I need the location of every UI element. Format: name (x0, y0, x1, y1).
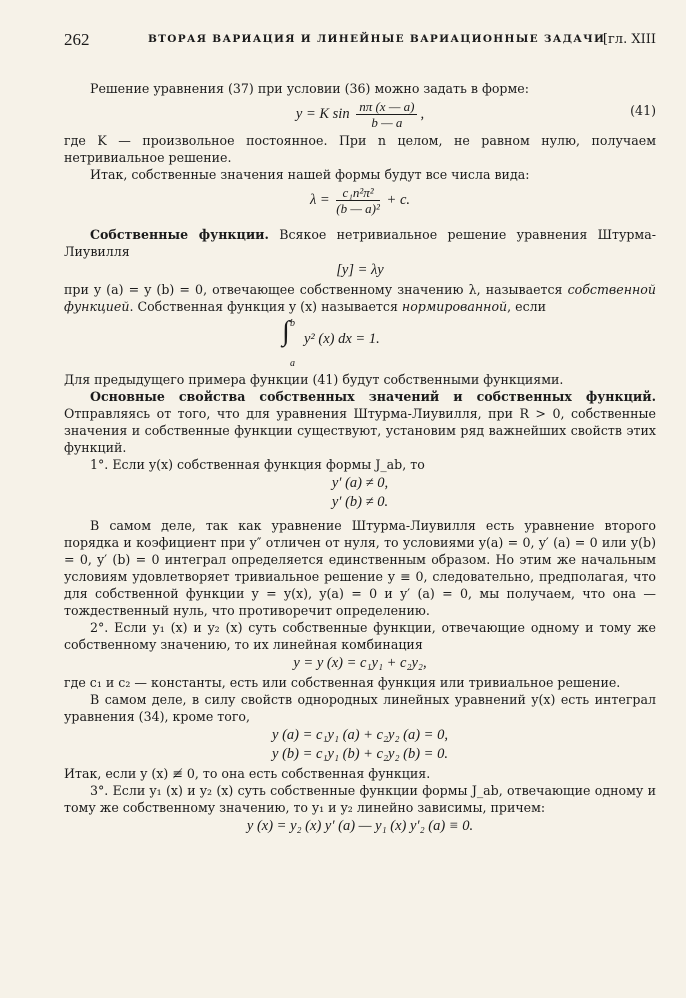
fraction (336, 185, 380, 216)
paragraph: где c₁ и c₂ — константы, есть или собственная функция или тривиальное решение. (64, 675, 621, 690)
formula-p1a: y′ (a) ≠ 0, (331, 475, 389, 491)
property-3: 3°. Если y₁ (x) и y₂ (x) суть собственные функции формы J_ab, отвечающие одному и тому же собственному значению, то y₁ и y₂ линейно зависимы, причем: (64, 783, 656, 815)
formula-comma: , (420, 105, 425, 122)
section-paragraph (64, 388, 656, 456)
integral-upper-limit: b (290, 318, 295, 329)
property-2: 2°. Если y₁ (x) и y₂ (x) суть собственные функции, отвечающие одному и тому же собственному значению, то их линейная комбинация (64, 620, 656, 652)
section-text: Отправляясь от того, что для уравнения Штурма-Лиувилля, при R > 0, собственные значения и собственные функции существуют, установим ряд важнейших свойств этих функций. (64, 406, 656, 455)
formula-p2a: y (a) = c₁y₁ (a) + c₂y₂ (a) = 0, (272, 727, 448, 743)
formula-lambda (64, 185, 656, 216)
running-header (64, 30, 656, 52)
formula-41 (64, 99, 656, 130)
running-title: ВТОРАЯ ВАРИАЦИЯ И ЛИНЕЙНЫЕ ВАРИАЦИОННЫЕ ЗАДАЧИ (148, 33, 606, 45)
paragraph: Итак, собственные значения нашей формы будут все числа вида: (90, 167, 530, 182)
section-paragraph (64, 226, 656, 260)
paragraph: В самом деле, так как уравнение Штурма-Лиувилля есть уравнение второго порядка и коэфициент при y″ отличен от нуля, то условиями y(a) = 0, y′ (a) = 0 или y(b) = 0, y′ (b) = 0 интеграл определяется единственным образом. Но этим же начальным условиям удовлетворяет тривиальное решение y ≡ 0, следовательно, предполагая, что для собственной функции y = y(x), y(a) = 0 и y′ (a) = 0, мы получаем, что она — тождественный нуль, что противоречит определению. (64, 518, 656, 618)
text-run: , если (507, 299, 547, 314)
formula-sturm-liouville: [y] = λy (336, 262, 384, 278)
formula-lhs: λ = (309, 191, 330, 208)
fraction (356, 99, 417, 130)
integral-body: y² (x) dx = 1. (304, 331, 380, 347)
paragraph: где K — произвольное постоянное. При n целом, не равном нулю, получаем нетривиальное решение. (64, 133, 656, 165)
chapter-label: [гл. XIII (602, 32, 656, 47)
fraction-denominator: b — a (371, 115, 403, 130)
formula-p2b: y (b) = c₁y₁ (b) + c₂y₂ (b) = 0. (272, 746, 448, 762)
fraction-numerator: c₁n²π² (336, 185, 380, 201)
formula-p3: y (x) = y₂ (x) y′ (a) — y₁ (x) y′₂ (a) ≡ 0. (246, 818, 474, 834)
equation-number: (41) (630, 103, 656, 118)
formula-lhs: y = K sin (295, 105, 350, 122)
paragraph: Итак, если y (x) ≢ 0, то она есть собственная функция. (64, 766, 431, 781)
term-eigenfunction: собственной функцией (64, 282, 656, 314)
formula-normalization (64, 317, 656, 369)
text-run: при y (a) = y (b) = 0, отвечающее собственному значению λ, называется (64, 282, 568, 297)
integral-sign: ∫ (282, 316, 290, 347)
page-number: 262 (64, 30, 90, 49)
section-heading: Основные свойства собственных значений и собственных функций. (90, 389, 656, 404)
integral-lower-limit: a (290, 358, 295, 369)
section-text: Всякое нетривиальное решение уравнения Штурма-Лиувилля (64, 227, 656, 259)
paragraph: Решение уравнения (37) при условии (36) можно задать в форме: (90, 81, 529, 96)
section-heading: Собственные функции. (90, 227, 269, 242)
paragraph: В самом деле, в силу свойств однородных линейных уравнений y(x) есть интеграл уравнения (34), кроме того, (64, 692, 656, 724)
page-body (64, 80, 656, 837)
formula-p1b: y′ (b) ≠ 0. (331, 494, 389, 510)
text-run: . Собственная функция y (x) называется (129, 299, 402, 314)
fraction-denominator: (b — a)² (336, 201, 380, 216)
formula-p2: y = y (x) = c₁y₁ + c₂y₂, (293, 655, 427, 671)
paragraph: Для предыдущего примера функции (41) будут собственными функциями. (64, 372, 564, 387)
paragraph (64, 281, 656, 315)
property-1: 1°. Если y(x) собственная функция формы J_ab, то (90, 457, 425, 472)
fraction-numerator: nπ (x — a) (356, 99, 417, 115)
term-normalized: нормированной (401, 299, 508, 314)
formula-rhs: + c. (386, 191, 411, 208)
